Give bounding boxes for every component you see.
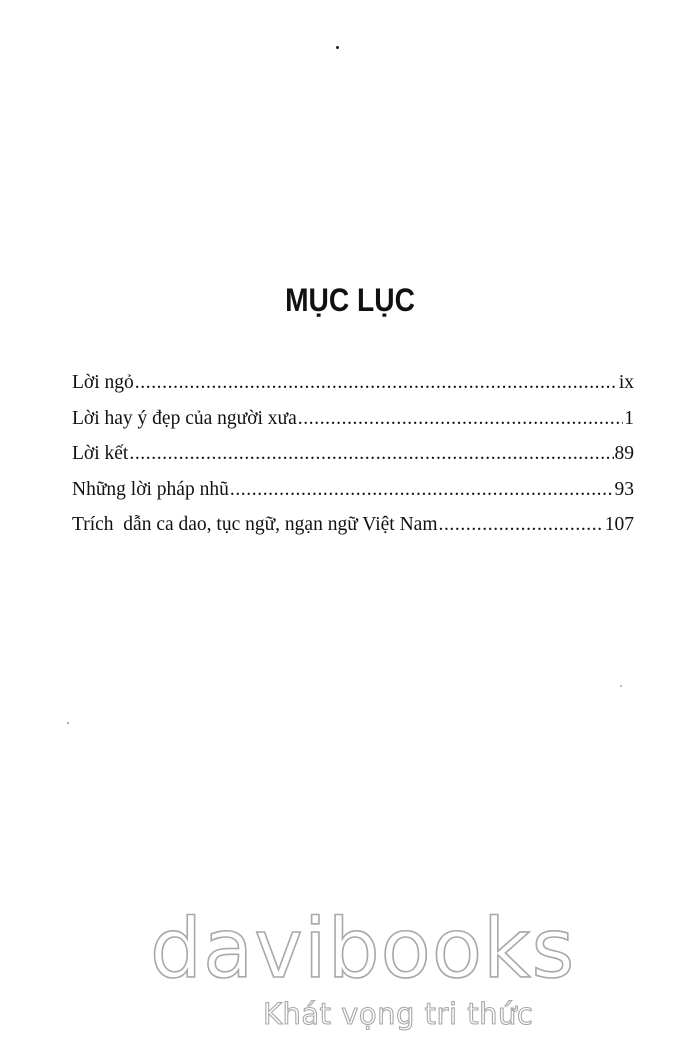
ink-speck <box>620 685 622 687</box>
toc-entry-title: Lời kết <box>72 443 129 464</box>
page-title: MỤC LỤC <box>285 282 415 318</box>
ink-speck <box>67 722 69 724</box>
dot-leader <box>129 443 613 465</box>
toc-entry-title: Trích dẫn ca dao, tục ngữ, ngạn ngữ Việt Nam <box>72 514 438 535</box>
toc-entry-page: 93 <box>614 478 634 500</box>
toc-entry-page: 1 <box>624 407 634 429</box>
table-of-contents <box>72 372 634 550</box>
watermark-slogan: Khát vọng tri thức <box>263 997 534 1031</box>
watermark-brand: davibooks <box>150 902 576 997</box>
toc-entry <box>72 514 634 550</box>
dot-leader <box>135 372 618 394</box>
toc-entry-page: 89 <box>614 443 634 464</box>
toc-entry <box>72 443 634 479</box>
toc-entry-page: ix <box>618 372 634 393</box>
toc-entry-page: 107 <box>604 514 634 535</box>
dot-leader <box>298 408 623 430</box>
dot-leader <box>438 514 603 536</box>
publisher-watermark <box>0 900 700 1041</box>
toc-entry <box>72 408 634 444</box>
toc-entry <box>72 372 634 408</box>
ink-speck <box>336 46 339 49</box>
dot-leader <box>230 479 614 501</box>
toc-entry-title: Lời ngỏ <box>72 372 134 393</box>
toc-entry-title: Những lời pháp nhũ <box>72 478 229 500</box>
toc-entry <box>72 479 634 515</box>
toc-entry-title: Lời hay ý đẹp của người xưa <box>72 407 297 429</box>
